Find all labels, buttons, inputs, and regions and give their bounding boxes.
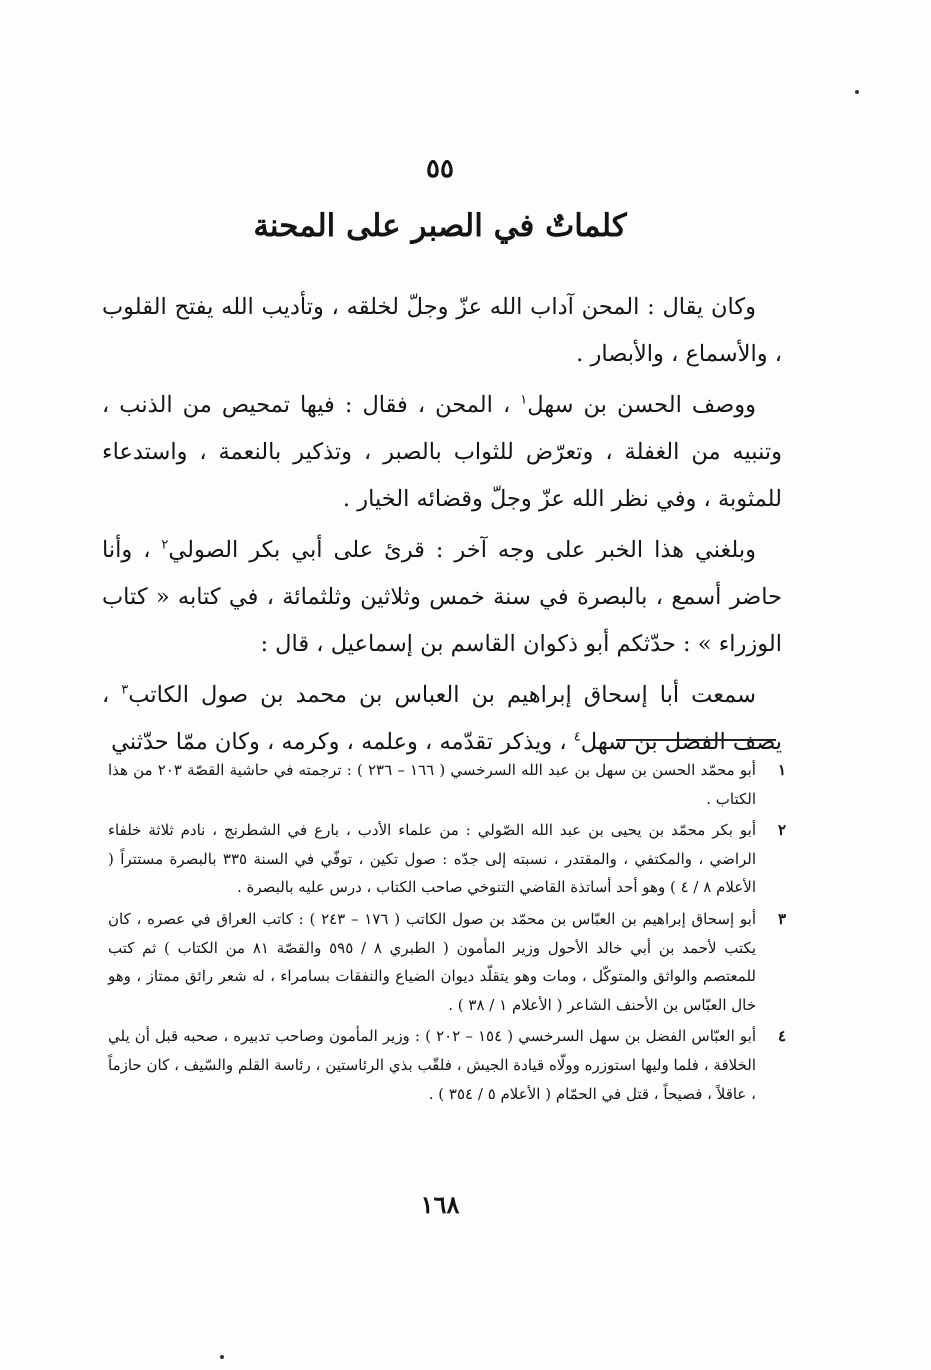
- paragraph-4-part-c: ، ويذكر تقدّمه ، وعلمه ، وكرمه ، وكان ممّا حدّثني: [111, 729, 574, 755]
- footnote-ref-2: ٢: [161, 537, 169, 553]
- footnotes: [108, 756, 788, 1111]
- paragraph-3: [102, 527, 782, 668]
- paragraph-2-part-a: ووصف الحسن بن سهل: [527, 392, 756, 418]
- page-number: ١٦٨: [420, 1190, 460, 1219]
- footnote-ref-4: ٤: [573, 729, 581, 745]
- scan-speck: [220, 1355, 224, 1359]
- footnote-3: [108, 905, 788, 1019]
- paragraph-2-part-b: ، المحن ، فقال : فيها تمحيص من الذنب ، وتنبيه من الغفلة ، وتعرّض للثواب بالصبر ، وتذكير بالنعمة ، واستدعاء للمثوبة ، وفي نظر الله عزّ وجلّ وقضائه الخيار .: [102, 392, 782, 512]
- paragraph-1: وكان يقال : المحن آداب الله عزّ وجلّ لخلقه ، وتأديب الله يفتح القلوب ، والأسماع ، والأبصار .: [102, 294, 782, 367]
- footnote-ref-1: ١: [520, 392, 528, 408]
- paragraph-3-part-a: وبلغني هذا الخبر على وجه آخر : قرئ على أبي بكر الصولي: [168, 537, 756, 563]
- story-title: كلماتٌ في الصبر على المحنة: [253, 208, 627, 244]
- footnote-number: ٤: [777, 1027, 786, 1046]
- paragraph-4-part-a: سمعت أبا إسحاق إبراهيم بن العباس بن محمد بن صول الكاتب: [128, 682, 756, 708]
- footnote-text: أبو محمّد الحسن بن سهل بن عبد الله السرخسي ( ١٦٦ – ٢٣٦ ) : ترجمته في حاشية القصّة ٢٠٣ من هذا الكتاب .: [108, 761, 756, 808]
- footnote-number: ١: [777, 761, 786, 779]
- paragraph-4: [102, 672, 782, 766]
- paragraph-3-part-b: ، وأنا حاضر أسمع ، بالبصرة في سنة خمس وثلاثين وثلثمائة ، في كتابه « كتاب الوزراء » : حدّثكم أبو ذكوان القاسم بن إسماعيل ، قال :: [102, 537, 782, 657]
- footnote-text: أبو إسحاق إبراهيم بن العبّاس بن محمّد بن صول الكاتب ( ١٧٦ – ٢٤٣ ) : كاتب العراق في عصره ، كان يكتب لأحمد بن أبي خالد الأحول وزير المأمون ( الطبري ٨ / ٥٩٥ والقصّة ٨١ من الكتاب ) ثم كتب للمعتصم والواثق والمتوكّل ، ومات وهو يتقلّد ديوان الضياع والنفقات بسامراء ، له شعر رائق ممتاز ، وهو خال العبّاس بن الأحنف الشاعر ( الأعلام ١ / ٣٨ ) .: [108, 909, 757, 1014]
- footnote-number: ٢: [777, 821, 786, 840]
- footnote-2: [108, 816, 788, 902]
- main-text: [102, 284, 782, 770]
- footnote-text: أبو بكر محمّد بن يحيى بن عبد الله الصّولي : من علماء الأدب ، بارع في الشطرنج ، نادم ثلاثة خلفاء الراضي ، والمكتفي ، والمقتدر ، نسبته إلى جدّه : صول تكين ، توفّي في السنة ٣٣٥ بالبصرة مستتراً ( الأعلام ٨ / ٤ ) وهو أحد أساتذة القاضي التنوخي صاحب الكتاب ، درس عليه بالبصرة .: [108, 821, 756, 897]
- footnote-4: [108, 1022, 788, 1108]
- story-number: ٥٥: [426, 154, 454, 184]
- footnote-text: أبو العبّاس الفضل بن سهل السرخسي ( ١٥٤ – ٢٠٢ ) : وزير المأمون وصاحب تدبيره ، صحبه قبل أن يلي الخلافة ، فلما وليها استوزره وولّاه قيادة الجيش ، فلقّب بذي الرئاستين ، رئاسة القلم والسّيف ، كان حازماً ، عاقلاً ، فصيحاً ، قتل في الحمّام ( الأعلام ٥ / ٣٥٤ ) .: [108, 1027, 756, 1103]
- paragraph-4-part-b: ، يصف الفضل بن سهل: [102, 682, 782, 755]
- footnote-ref-3: ٣: [121, 682, 129, 698]
- footnote-1: [108, 756, 788, 813]
- footnote-number: ٣: [777, 909, 786, 928]
- scan-speck: [855, 90, 859, 94]
- paragraph-2: [102, 382, 782, 523]
- footnote-separator: [616, 739, 776, 741]
